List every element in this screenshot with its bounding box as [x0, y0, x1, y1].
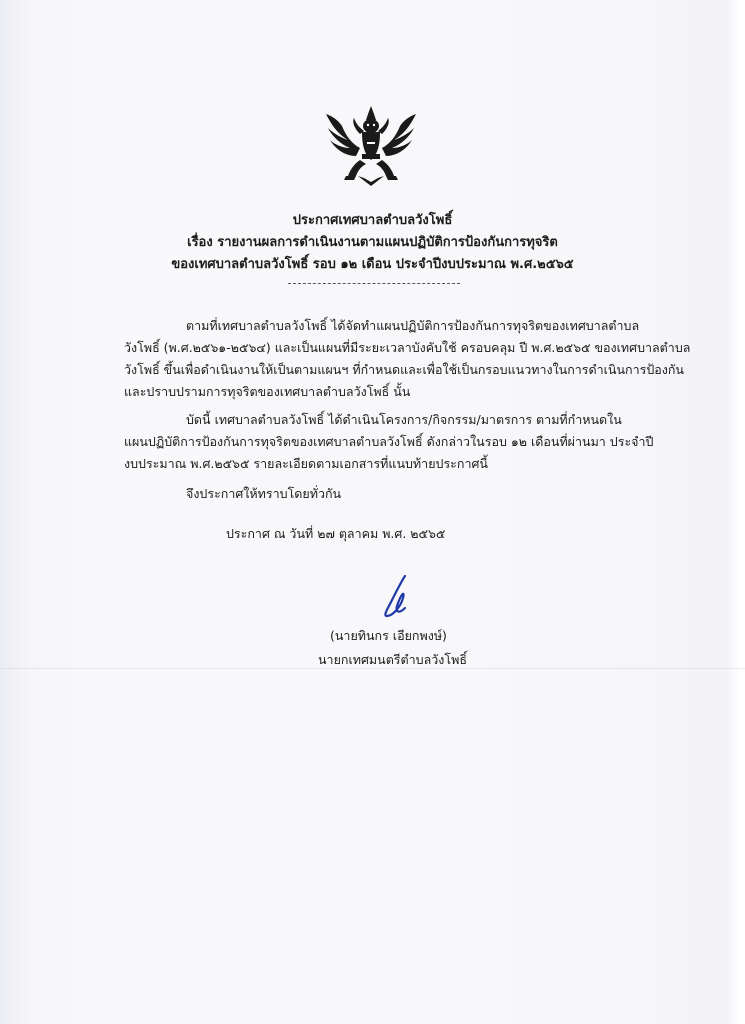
closing-statement: จึงประกาศให้ทราบโดยทั่วกัน: [186, 486, 342, 501]
handwritten-signature: [375, 572, 419, 622]
paragraph-2-line-1: บัดนี้ เทศบาลตำบลวังโพธิ์ ได้ดำเนินโครงการ/กิจกรรม/มาตรการ ตามที่กำหนดใน: [186, 412, 622, 427]
paragraph-1-line-1: ตามที่เทศบาลตำบลวังโพธิ์ ได้จัดทำแผนปฏิบัติการป้องกันการทุจริตของเทศบาลตำบล: [186, 318, 640, 333]
garuda-emblem: [320, 104, 422, 188]
subject-line: เรื่อง รายงานผลการดำเนินงานตามแผนปฏิบัติการป้องกันการทุจริต: [187, 235, 558, 250]
paragraph-1-line-3: วังโพธิ์ ขึ้นเพื่อดำเนินงานให้เป็นตามแผนฯ ที่กำหนดและเพื่อใช้เป็นกรอบแนวทางในการดำเนินการป้องกัน: [124, 362, 684, 377]
announcement-date: ประกาศ ณ วันที่ ๒๗ ตุลาคม พ.ศ. ๒๕๖๕: [226, 526, 446, 541]
paragraph-2-line-3: งบประมาณ พ.ศ.๒๕๖๕ รายละเอียดตามเอกสารที่แนบท้ายประกาศนี้: [124, 456, 488, 471]
signer-name: (นายทินกร เอียกพงษ์): [330, 628, 447, 643]
paragraph-2-line-2: แผนปฏิบัติการป้องกันการทุจริตของเทศบาลตำบลวังโพธิ์ ดังกล่าวในรอบ ๑๒ เดือนที่ผ่านมา ประจำปี: [124, 434, 654, 449]
header-divider: [288, 283, 460, 284]
paragraph-1-line-2: วังโพธิ์ (พ.ศ.๒๕๖๑-๒๕๖๔) และเป็นแผนที่มีระยะเวลาบังคับใช้ ครอบคลุม ปี พ.ศ.๒๕๖๕ ของเทศบาลตำบล: [124, 340, 691, 355]
paragraph-1-line-4: และปราบปรามการทุจริตของเทศบาลตำบลวังโพธิ์ นั้น: [124, 384, 411, 399]
paper-edge: [727, 0, 745, 1024]
signer-title: นายกเทศมนตรีตำบลวังโพธิ์: [318, 652, 467, 667]
announcement-heading: ประกาศเทศบาลตำบลวังโพธิ์: [292, 213, 453, 228]
subject-line-continued: ของเทศบาลตำบลวังโพธิ์ รอบ ๑๒ เดือน ประจำปีงบประมาณ พ.ศ.๒๕๖๕: [171, 257, 574, 272]
